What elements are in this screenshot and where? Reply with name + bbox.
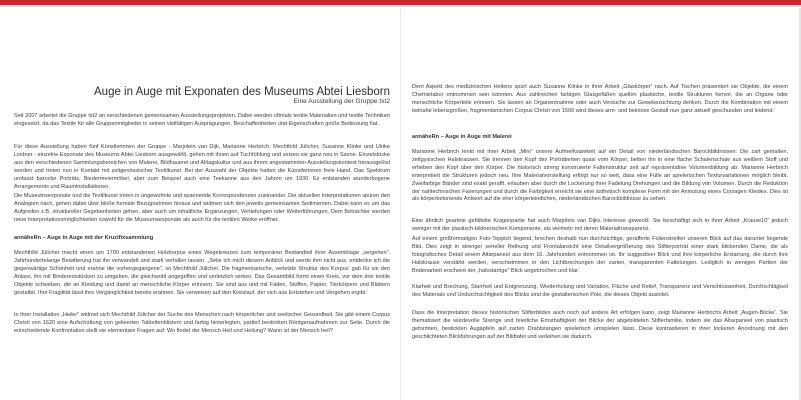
- body-paragraph: Für diese Ausstellung haben fünf Künstlerinnen der Gruppe - Marjolein van Dijk, Marianne Herbrich, Mechthild Jülicher, Susanne Klinke und Ulrike Lindner - einzelne Exponate des Museums Abtei Liesborn ausgewählt, gehen mit ihnen auf Tuchfühlung und setzen sie ganz neu in Szene. Einzelstücke aus den verschiedenen Sammlungsbereichen von Malerei, Bildhauerei und Alltagskultur und aus ihrem angestammten Ausstellungskontext herausgelöst worden und treten nun in Kontakt mit zeitgenössischer Textilkunst. Bei der Auswahl der Objekte hatten die Künstlerinnen freie Hand. Das Spektrum umfasst barocke Porträts, Biedermeiermöbel, aber zum Beispiel auch eine Teekanne aus den Jahren um 1930. Es entstanden wunderbogene Arrangements und Rauminstallationen.: [14, 144, 390, 190]
- body-paragraph: Die Museumsexponate und die Textilkunst treten in ungewohnte und spannende Korrespondenzen zueinander. Die aktuellen Interpretationen spüren den Analogien nach, gehen dabei über bloße formale Bezugnahmen hinaus und widmen sich den jeweils gemeinsamen Sedimenten. Dabei kann es um das Aufgreifen z.B. struktureller Gegebenheiten gehen, aber auch um inhaltliche Ergänzungen, Vertiefungen oder Weiterführungen. Dem Betrachter werden neue Interpretationsmöglichkeiten sowohl für die Museumsexponate als auch für die textilen Werke eröffnet.: [14, 193, 390, 223]
- body-paragraph: Klarheit und Brechung, Starrheit und Entgrenzung, Wiederholung und Variation, Fläche und Relief, Transparenz und Verschlossenheit, Durchschlägkeit des Materials und Undurchsichtigkeit des Blicks sind die gestalterischen Pole, die dieses Objekt auslotet.: [412, 284, 788, 298]
- body-paragraph: Mechthild Jülicher macht einen um 1700 entstandenen Holzkorpus eines Wegekreuzes zum temporären Bestandteil ihrer Assemblage „vergehen“. Jahrhundertelange Bewitterung hat ihn verwandelt und stark verfallen lassen. „Seile ich mich diesem Anblick und werde ihm nicht aus, entdecke ich die gegenwärtige Schönheit und erahne die vorhergegangene“, so Mechthild Jülicher. Die fragmentarische, verletzte Struktur des Korpus' gab für sie den Anlass, ihn mit Bindereststücken zu umgeben, die gleichwohl angegriffen und verletzlich wirken. Das Gesamtbild formt einen Kreis, vor dem drei textile Objekte schweben, die an Kleidung und damit an menschliche Körper erinnern. Sie sind aus und mit Fäden, Stoffen, Papier, Tierkörpern und Blättern gestaltet. Ihre Fragilität lässt ihre Vergänglichkeit bereits erahnen. Sie verweisen auf den Kreislauf, der sich aus Entstehen und Vergehen ergibt.: [14, 250, 390, 296]
- body-paragraph: Dass die Interpretation dieses historischen Stifterbildes auch noch auf andere Art erfolgen kann, zeigt Marianne Herbrichs Arbeit „Augen-Blicke“. Sie thematisiert die würdevolle Strenge und feierliche Ernsthaftigkeit der Blicke der abgebildeten Stifterfamilie, indem sie das Altarpaneel von plastisch geformten, bestickten Augäpfeln auf zarten Drahtstangen spielerisch umspielen lässt. Diese kontrastieren in ihrer lockeren Anordnung mit den geschlichteten Blickführungen auf der Bildtafel und verleihen sie dadurch.: [412, 310, 788, 340]
- top-grey-rule: [0, 6, 801, 7]
- body-paragraph: Marianne Herbrich lenkt mit ihrer Arbeit „Mini“ unsere Aufmerksamkeit auf ein Detail von niederländischen Barockbildnissen: Die zart gemalten, zeitgysischen Halskrausen. Sie trennen den Kopf des Porträtierten quasi vom Körper, betten ihn in eine flache Schalenschale aus weißem Stoff und erheben den Kopf über den Körper. Die historisch streng konstruierte Faltenstruktur zeit auf repräsentative Volumenbildung ab. Marianne Herbrich interpretiert die Strukturen jedoch neu. Ihre Materialvorstellung erfolgt nur so weit, dass eine Fülle an spielerischen Texturvariationen möglich bleibt. Zweifarbige Bänder sind exakt gerafft, erlauben aber durch die Lockerung ihrer Fadelung Drehungen und die Bildung von Volumen. Durch die Reduktion der nahtechnischen Faserungen und durch die Farbigkeit erreicht sie eine ästhetisch komplexe Form mit der Anmutung eines Corsagen Kleides. Dies ist als körperbetonende Antwort auf die eher körperleindichen, niederländischen Barockbildnisse zu sehen.: [412, 149, 788, 203]
- intro-paragraph: Seit 2007 arbeitet die Gruppe txt2 an verschiedenen gemeinsamen Ausstellungsprojekten. Dabei werden oftmals textile Materialien und textile Techniken eingesetzt, da das Textile für alle Gruppenmitglieder in seinen vielfältigen Ausprägungen, Beschaffenheiten und Eigenschaften große Bedeutung hat.: [14, 113, 390, 127]
- body-paragraph: Auf einem großformatigen Foto-Teppich liegend, brechen deshalb nun durchsichtige, gerafferte Folienstreifen unseren Blick auf das darunter liegende Bild. Dies zeigt in strenger serieller Reihung und Frontalansicht eine Detailvergrößerung des Stifterporträt einer stark blickenden Dame, die als fotografisches Detail einem Altarpaneel aus dem 16. Jahrhundert entnommen ist. Ihr suggestiver Blick und ihre körperliche Erstarrung, die durch ihre Halskrause verstärkt werden, verschwimmen in den Lichtbrechungen der zarten, transparenten Faltelungen. Lediglich in wenigen Partien der Bodenarbeit erscheint der „halsstarrige“ Blick ungebrochen und klar.: [412, 236, 788, 274]
- page-spine: [400, 8, 401, 400]
- section-heading: annäheRn – Auge in Auge mit Malerei: [412, 134, 512, 140]
- page-title: Auge in Auge mit Exponaten des Museums Abtei Liesborn: [94, 86, 390, 98]
- body-paragraph: Dem Aspekt des medizinischen Heilens spürt auch Susanne Klinke in ihrer Arbeit „Glaskörper“ nach. Auf Tischen präsentiert sie Objekte, die einem Chemielabor entnommen sein könnten. Aus zahlreichen farbigen Glasgefäßen quellen plastische, textile Strukturen hervor, die an Organe oder menschliche Körperteile erinnern. Sie lassen an Organentnahme oder auch Versuche zur Gewebezüchtung denken. Durch die Kombination mit einem beinahe lebensgroßen, fragmentarischen Corpus Christi von 1500 wird dieses arm- und beinlose Gestalt nun ganz aktuell geschunden und leidend.: [412, 84, 788, 114]
- page-subtitle: Eine Ausstellung der Gruppe txt2: [293, 98, 390, 105]
- body-paragraph: In ihrer Installation „Heiler“ widmet sich Mechthild Jülicher der Suche des Menschen nach körperlicher und seelischer Gesundheit. Sie gibt einem Corpus Christi von 1620 eine Aufschüttung von gelieerten Tablettenblistern und farbig hinterlegten, partiell bestickten Röntgenaufnahmen zur Seite. Durch die entscheidende Konfrontation stellt sie elementare Fragen auf: Wo findet der Mensch Heil und Heilung? Wann ist der Mensch heil?: [14, 312, 390, 334]
- top-red-rule: [0, 0, 801, 5]
- section-heading: annäheRn – Auge in Auge mit der Kruzifixsammlung: [14, 235, 154, 241]
- body-paragraph: Eine ähnlich geartete gefältelte Kragenpartie hat auch Marjolein van Dijks Interesse geweckt. Sie beschäftigt sich in ihrer Arbeit „Krause10“ jedoch weniger mit der plastisch-bildnerischen Komponente, als vielmehr mit deren Materialtransparenz.: [412, 218, 788, 232]
